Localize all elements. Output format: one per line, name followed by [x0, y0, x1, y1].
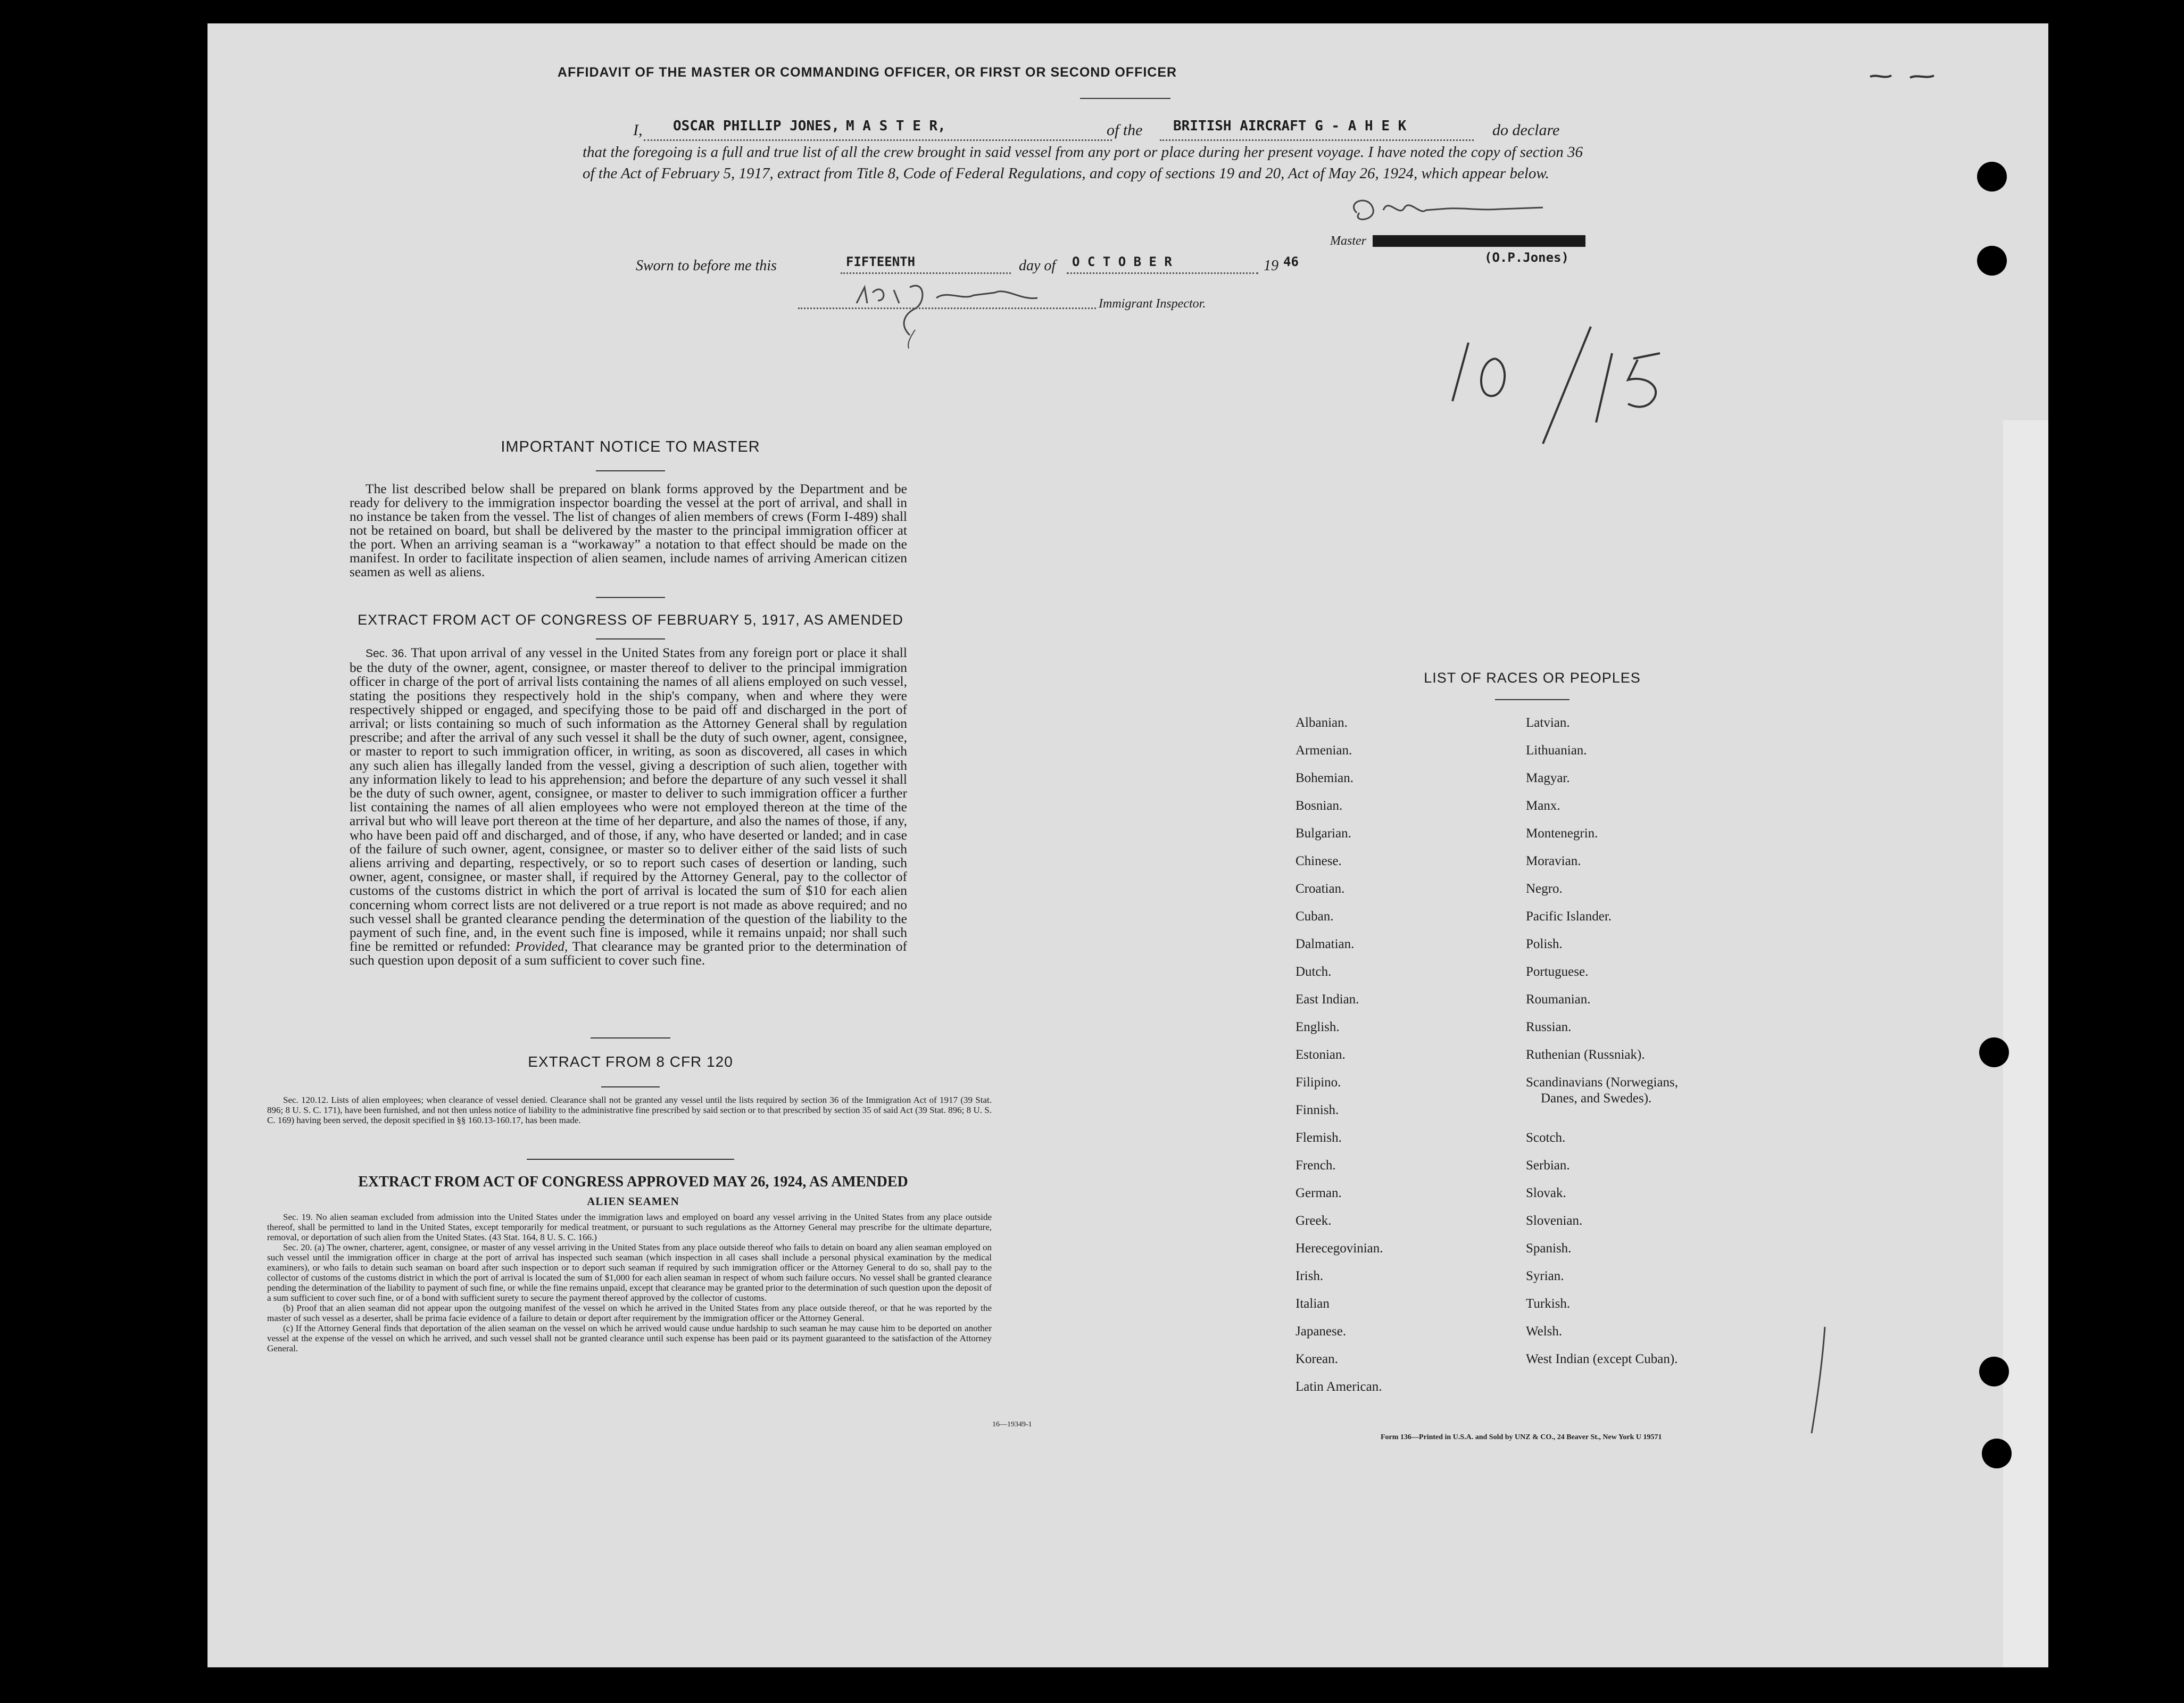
cfr-rule: [601, 1086, 660, 1087]
cfr-end-rule: [527, 1159, 734, 1160]
notice-body: The list described below shall be prepared on blank forms approved by the Department and be ready for delivery to the immigration inspector boarding the vessel at the port of arrival, and shall in no instance be taken from the vessel. The list of changes of alien members of crews (Form I-489) shall not be retained on board, but shall be delivered by the master to the principal immigration officer at the port. When an arriving seaman is a “workaway” a notation to that effect should be made on the manifest. In order to facilitate inspection of alien seamen, include names of arriving American citizen seamen as well as aliens.: [350, 481, 907, 579]
race-item-continuation: Danes, and Swedes).: [1541, 1091, 1652, 1106]
race-item: Moravian.: [1526, 854, 1581, 868]
race-item: Croatian.: [1296, 882, 1345, 896]
notice-rule: [596, 470, 665, 471]
sworn-label: Sworn to before me this: [636, 257, 777, 274]
race-item: Korean.: [1296, 1352, 1338, 1366]
do-declare: do declare: [1492, 121, 1560, 139]
races-right-column: [1526, 715, 1781, 1379]
race-item: Spanish.: [1526, 1241, 1572, 1256]
race-item: Serbian.: [1526, 1158, 1570, 1173]
race-item: Portuguese.: [1526, 965, 1589, 979]
race-item: Italian: [1296, 1297, 1330, 1311]
race-item: Herecegovinian.: [1296, 1241, 1383, 1256]
master-rank: M A S T E R,: [846, 118, 946, 134]
provided-label: Provided,: [515, 938, 568, 954]
race-item: Latin American.: [1296, 1380, 1382, 1394]
master-name: OSCAR PHILLIP JONES,: [673, 118, 840, 134]
race-item: Greek.: [1296, 1214, 1332, 1228]
race-item: Scotch.: [1526, 1131, 1566, 1145]
race-item: Syrian.: [1526, 1269, 1564, 1283]
race-item-scandinavians: [1526, 1075, 1781, 1130]
race-item: German.: [1296, 1186, 1342, 1200]
race-item: Japanese.: [1296, 1324, 1347, 1339]
notice-end-rule: [596, 597, 665, 598]
master-signature-name: (O.P.Jones): [1484, 250, 1569, 265]
sworn-month: O C T O B E R: [1072, 254, 1172, 269]
form-code: 16—19349-1: [992, 1420, 1032, 1428]
document-page: [207, 23, 2048, 1667]
day-dotted-line: [841, 272, 1011, 274]
races-rule: [1495, 699, 1570, 700]
race-item: Bosnian.: [1296, 799, 1343, 813]
race-item: French.: [1296, 1158, 1336, 1173]
affidavit-title: AFFIDAVIT OF THE MASTER OR COMMANDING OFFICER, OR FIRST OR SECOND OFFICER: [557, 65, 1177, 80]
race-item: Estonian.: [1296, 1048, 1346, 1062]
year-prefix: 19: [1264, 257, 1278, 274]
race-item: Dalmatian.: [1296, 937, 1355, 951]
cfr-body: Sec. 120.12. Lists of alien employees; when clearance of vessel denied. Clearance shall not be granted any vessel until the lists required by section 36 of the Immigration Act of 1917 (39 Stat. 896; 8 U. S. C. 171), have been furnished, and not then unless notice of liability to the administrative fine prescribed by said section or to that prescribed by section 35 of said Act (39 Stat. 896; 8 U. S. C. 169) having been served, the deposit specified in §§ 160.13-160.17, has been made.: [267, 1095, 992, 1125]
punch-hole: [1977, 162, 2007, 192]
race-item: Albanian.: [1296, 716, 1348, 730]
race-item: East Indian.: [1296, 992, 1359, 1007]
inspector-dotted-line: [798, 308, 1096, 309]
pen-mark: [1804, 1322, 1836, 1441]
punch-hole: [1977, 246, 2007, 276]
act-1924-body: [267, 1212, 992, 1353]
month-dotted-line: [1067, 272, 1258, 274]
race-item: Cuban.: [1296, 909, 1334, 924]
race-item: Lithuanian.: [1526, 743, 1587, 758]
race-item: Chinese.: [1296, 854, 1342, 868]
race-item: Finnish.: [1296, 1103, 1339, 1117]
master-signature: [1341, 192, 1564, 237]
day-of-label: day of: [1019, 257, 1056, 274]
race-item: Latvian.: [1526, 716, 1570, 730]
vessel-name: BRITISH AIRCRAFT G - A H E K: [1173, 118, 1407, 134]
race-item: Russian.: [1526, 1020, 1572, 1034]
vessel-dotted-line: [1160, 139, 1474, 141]
name-dotted-line: [644, 139, 1112, 141]
race-item: Montenegrin.: [1526, 826, 1598, 841]
act-1917-heading: EXTRACT FROM ACT OF CONGRESS OF FEBRUARY 5, 1917, AS AMENDED: [358, 612, 903, 628]
race-item: Manx.: [1526, 799, 1560, 813]
act-1924-subheading: ALIEN SEAMEN: [587, 1195, 679, 1208]
races-heading: LIST OF RACES OR PEOPLES: [1424, 670, 1641, 686]
sec-20a-text: Sec. 20. (a) The owner, charterer, agent, consignee, or master of any vessel arriving in the United States from any place outside thereof who fails to detain on board any alien seaman employed on such vessel until the immigration officer in charge at the port of arrival has inspected such seaman (which inspection in all cases shall include a personal physical examination by the medical examiners), or who fails to detain such seaman on board after such inspection or to deport such seaman if required by such immigration officer or the Attorney General to do so, shall pay to the collector of customs of the customs district in which the port of arrival is located the sum of $1,000 for each alien seaman in respect of whom such failure occurs. No vessel shall be granted clearance pending the determination of the liability to payment of such fine, or while the fine remains unpaid, except that clearance may be granted prior to the determination of such question upon the deposit of a sum sufficient to cover such fine, or of a bond with sufficient surety to secure the payment thereof approved by the collector of customs.: [267, 1242, 992, 1303]
year-suffix: 46: [1283, 254, 1299, 269]
race-item: Dutch.: [1296, 965, 1332, 979]
sworn-day: FIFTEENTH: [846, 254, 916, 269]
notice-heading: IMPORTANT NOTICE TO MASTER: [501, 438, 760, 455]
form-footer: Form 136—Printed in U.S.A. and Sold by UNZ & CO., 24 Beaver St., New York U 19571: [1381, 1433, 1662, 1441]
affidavit-i-label: I,: [633, 121, 643, 139]
act-1917-end-rule: [591, 1037, 670, 1039]
sec-36-text: That upon arrival of any vessel in the United States from any foreign port or place it shall be the duty of the owner, agent, consignee, or master thereof to deliver to the principal immigration officer in charge of the port of arrival lists containing the names of all aliens employed on such vessel, stating the positions they respectively hold in the ship's company, when and where they were respectively shipped or engaged, and specifying those to be paid off and discharged in the port of arrival; or lists containing so much of such information as the Attorney General shall by regulation prescribe; and after the arrival of any such vessel it shall be the duty of such owner, agent, consignee, or master to report to such immigration officer, in writing, as soon as discovered, all cases in which any such alien has illegally landed from the vessel, giving a description of such alien, together with any information likely to lead to his apprehension; and before the departure of any such vessel it shall be the duty of such owner, agent, consignee, or master to deliver to such immigration officer a further list containing the names of all alien employees who were not employed thereon at the time of the arrival but who will leave port thereon at the time of her departure, and also the names of those, if any, who have been paid off and discharged, and of those, if any, who have deserted or landed; and in case of the failure of such owner, agent, consignee, or master so to deliver either of the said lists of such aliens arriving and departing, respectively, or so to report such cases of desertion or landing, such owner, agent, consignee, or master shall, if required by the Attorney General, pay to the collector of customs of the customs district in which the port of arrival is located the sum of $10 for each alien concerning whom correct lists are not delivered or a true report is not made as above required; and no such vessel shall be granted clearance pending the determination of the question of the liability to the payment of such fine, and, in the event such fine is imposed, while it remains unpaid; nor shall such fine be remitted or refunded:: [350, 645, 907, 954]
corner-mark: [1867, 66, 1942, 90]
race-item: Slovak.: [1526, 1186, 1566, 1200]
race-item: West Indian (except Cuban).: [1526, 1352, 1678, 1366]
race-item: Bulgarian.: [1296, 826, 1351, 841]
race-item: Scandinavians (Norwegians,: [1526, 1075, 1679, 1090]
race-item: Turkish.: [1526, 1297, 1571, 1311]
race-item: Slovenian.: [1526, 1214, 1583, 1228]
sec-20b-text: (b) Proof that an alien seaman did not appear upon the outgoing manifest of the vessel on which he arrived in the United States from any place outside thereof, or that he was reported by the master of such vessel as a deserter, shall be prima facie evidence of a failure to detain or deport after requirement by the immigration officer or the Attorney General.: [267, 1303, 992, 1323]
sec-19-text: Sec. 19. No alien seaman excluded from admission into the United States under the immigration laws and employed on board any vessel arriving in the United States from any place outside thereof, shall be permitted to land in the United States, except temporarily for medical treatment, or pursuant to such regulations as the Attorney General may prescribe for the ultimate departure, removal, or deportation of such alien from the United States. (43 Stat. 164, 8 U. S. C. 166.): [267, 1212, 992, 1242]
paper-edge-strip: [2003, 420, 2048, 1667]
race-item: Filipino.: [1296, 1075, 1341, 1090]
title-rule: [1080, 98, 1170, 99]
race-item: Irish.: [1296, 1269, 1324, 1283]
redacted-block: [1373, 235, 1585, 247]
inspector-label: Immigrant Inspector.: [1099, 297, 1206, 311]
inspector-signature: [846, 277, 1069, 354]
cfr-heading: EXTRACT FROM 8 CFR 120: [528, 1053, 733, 1070]
act-1924-heading: EXTRACT FROM ACT OF CONGRESS APPROVED MAY 26, 1924, AS AMENDED: [358, 1174, 908, 1190]
handwritten-number: [1436, 321, 1734, 494]
punch-hole: [1982, 1439, 2012, 1468]
race-item: Roumanian.: [1526, 992, 1591, 1007]
race-item: Negro.: [1526, 882, 1563, 896]
race-item: Flemish.: [1296, 1131, 1342, 1145]
race-item: Ruthenian (Russniak).: [1526, 1048, 1645, 1062]
sec-36-text-end: That clearance may be granted prior to the determination of such question upon deposit of a sum sufficient to cover such fine.: [350, 938, 907, 968]
race-item: Magyar.: [1526, 771, 1570, 785]
race-item: Polish.: [1526, 937, 1563, 951]
races-left-column: [1296, 715, 1508, 1407]
act-1917-rule: [596, 638, 665, 639]
race-item: Welsh.: [1526, 1324, 1563, 1339]
race-item: English.: [1296, 1020, 1340, 1034]
act-1917-body: [350, 646, 907, 968]
race-item: Bohemian.: [1296, 771, 1354, 785]
race-item: Pacific Islander.: [1526, 909, 1612, 924]
punch-hole: [1979, 1357, 2009, 1386]
of-the-label: of the: [1107, 121, 1143, 139]
master-label: Master: [1330, 234, 1366, 248]
declaration-text: that the foregoing is a full and true list of all the crew brought in said vessel from any port or place during her present voyage. I have noted the copy of section 36 of the Act of February 5, 1917, extract from Title 8, Code of Federal Regulations, and copy of sections 19 and 20, Act of May 26, 1924, which appear below.: [583, 144, 1583, 182]
sec-20c-text: (c) If the Attorney General finds that deportation of the alien seaman on the vessel on which he arrived would cause undue hardship to such seaman he may cause him to be deported on another vessel at the expense of the vessel on which he arrived, and such vessel shall not be granted clearance until such expense has been paid or its payment guaranteed to the satisfaction of the Attorney General.: [267, 1323, 992, 1353]
punch-hole: [1979, 1037, 2009, 1067]
race-item: Armenian.: [1296, 743, 1352, 758]
sec-36-label: Sec. 36.: [366, 647, 408, 660]
